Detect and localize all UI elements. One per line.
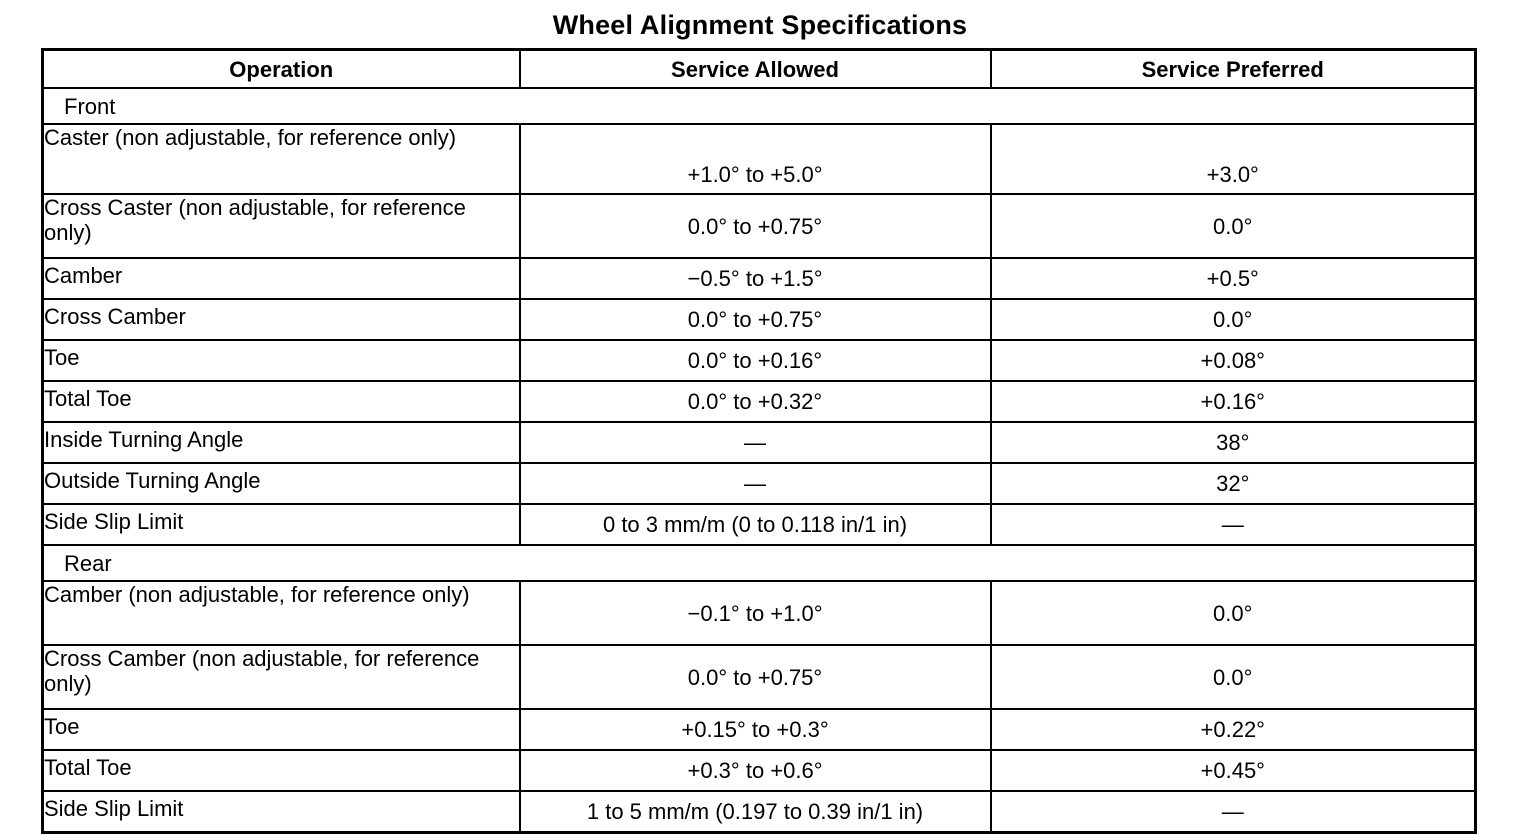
- preferred-cell: 0.0°: [991, 645, 1476, 709]
- table-header-row: [43, 50, 1476, 89]
- operation-cell: Camber (non adjustable, for reference only): [43, 581, 520, 645]
- operation-cell: Side Slip Limit: [43, 504, 520, 545]
- column-header-service-allowed: Service Allowed: [520, 50, 991, 89]
- preferred-cell: +3.0°: [991, 124, 1476, 194]
- operation-cell: Total Toe: [43, 381, 520, 422]
- preferred-cell: 0.0°: [991, 299, 1476, 340]
- operation-cell: Cross Camber: [43, 299, 520, 340]
- table-row: [43, 124, 1476, 194]
- table-row: [43, 504, 1476, 545]
- operation-cell: Cross Caster (non adjustable, for reference only): [43, 194, 520, 258]
- page-title: Wheel Alignment Specifications: [552, 10, 968, 40]
- column-header-operation: Operation: [43, 50, 520, 89]
- allowed-cell: +1.0° to +5.0°: [520, 124, 991, 194]
- operation-cell: Toe: [43, 340, 520, 381]
- table-row: [43, 463, 1476, 504]
- section-row-front: [43, 88, 1476, 124]
- preferred-cell: —: [991, 504, 1476, 545]
- preferred-cell: +0.22°: [991, 709, 1476, 750]
- allowed-cell: +0.3° to +0.6°: [520, 750, 991, 791]
- alignment-spec-table: [41, 48, 1477, 834]
- allowed-cell: 0 to 3 mm/m (0 to 0.118 in/1 in): [520, 504, 991, 545]
- section-label: Front: [43, 88, 1476, 124]
- allowed-cell: 0.0° to +0.75°: [520, 299, 991, 340]
- preferred-cell: +0.08°: [991, 340, 1476, 381]
- preferred-cell: 0.0°: [991, 581, 1476, 645]
- allowed-cell: −0.5° to +1.5°: [520, 258, 991, 299]
- preferred-cell: 0.0°: [991, 194, 1476, 258]
- column-header-service-preferred: Service Preferred: [991, 50, 1476, 89]
- operation-cell: Side Slip Limit: [43, 791, 520, 833]
- preferred-cell: +0.5°: [991, 258, 1476, 299]
- operation-cell: Cross Camber (non adjustable, for reference only): [43, 645, 520, 709]
- allowed-cell: −0.1° to +1.0°: [520, 581, 991, 645]
- allowed-cell: +0.15° to +0.3°: [520, 709, 991, 750]
- preferred-cell: +0.16°: [991, 381, 1476, 422]
- allowed-cell: 1 to 5 mm/m (0.197 to 0.39 in/1 in): [520, 791, 991, 833]
- allowed-cell: 0.0° to +0.75°: [520, 645, 991, 709]
- table-row: [43, 791, 1476, 833]
- table-row: [43, 299, 1476, 340]
- allowed-cell: —: [520, 422, 991, 463]
- table-row: [43, 422, 1476, 463]
- section-label: Rear: [43, 545, 1476, 581]
- operation-cell: Caster (non adjustable, for reference only): [43, 124, 520, 194]
- table-row: [43, 340, 1476, 381]
- table-row: [43, 194, 1476, 258]
- operation-cell: Inside Turning Angle: [43, 422, 520, 463]
- preferred-cell: +0.45°: [991, 750, 1476, 791]
- operation-cell: Camber: [43, 258, 520, 299]
- preferred-cell: 32°: [991, 463, 1476, 504]
- table-row: [43, 258, 1476, 299]
- allowed-cell: 0.0° to +0.16°: [520, 340, 991, 381]
- preferred-cell: —: [991, 791, 1476, 833]
- table-row: [43, 381, 1476, 422]
- table-row: [43, 645, 1476, 709]
- table-row: [43, 750, 1476, 791]
- preferred-cell: 38°: [991, 422, 1476, 463]
- allowed-cell: 0.0° to +0.75°: [520, 194, 991, 258]
- operation-cell: Total Toe: [43, 750, 520, 791]
- operation-cell: Toe: [43, 709, 520, 750]
- allowed-cell: 0.0° to +0.32°: [520, 381, 991, 422]
- operation-cell: Outside Turning Angle: [43, 463, 520, 504]
- section-row-rear: [43, 545, 1476, 581]
- table-row: [43, 709, 1476, 750]
- table-row: [43, 581, 1476, 645]
- allowed-cell: —: [520, 463, 991, 504]
